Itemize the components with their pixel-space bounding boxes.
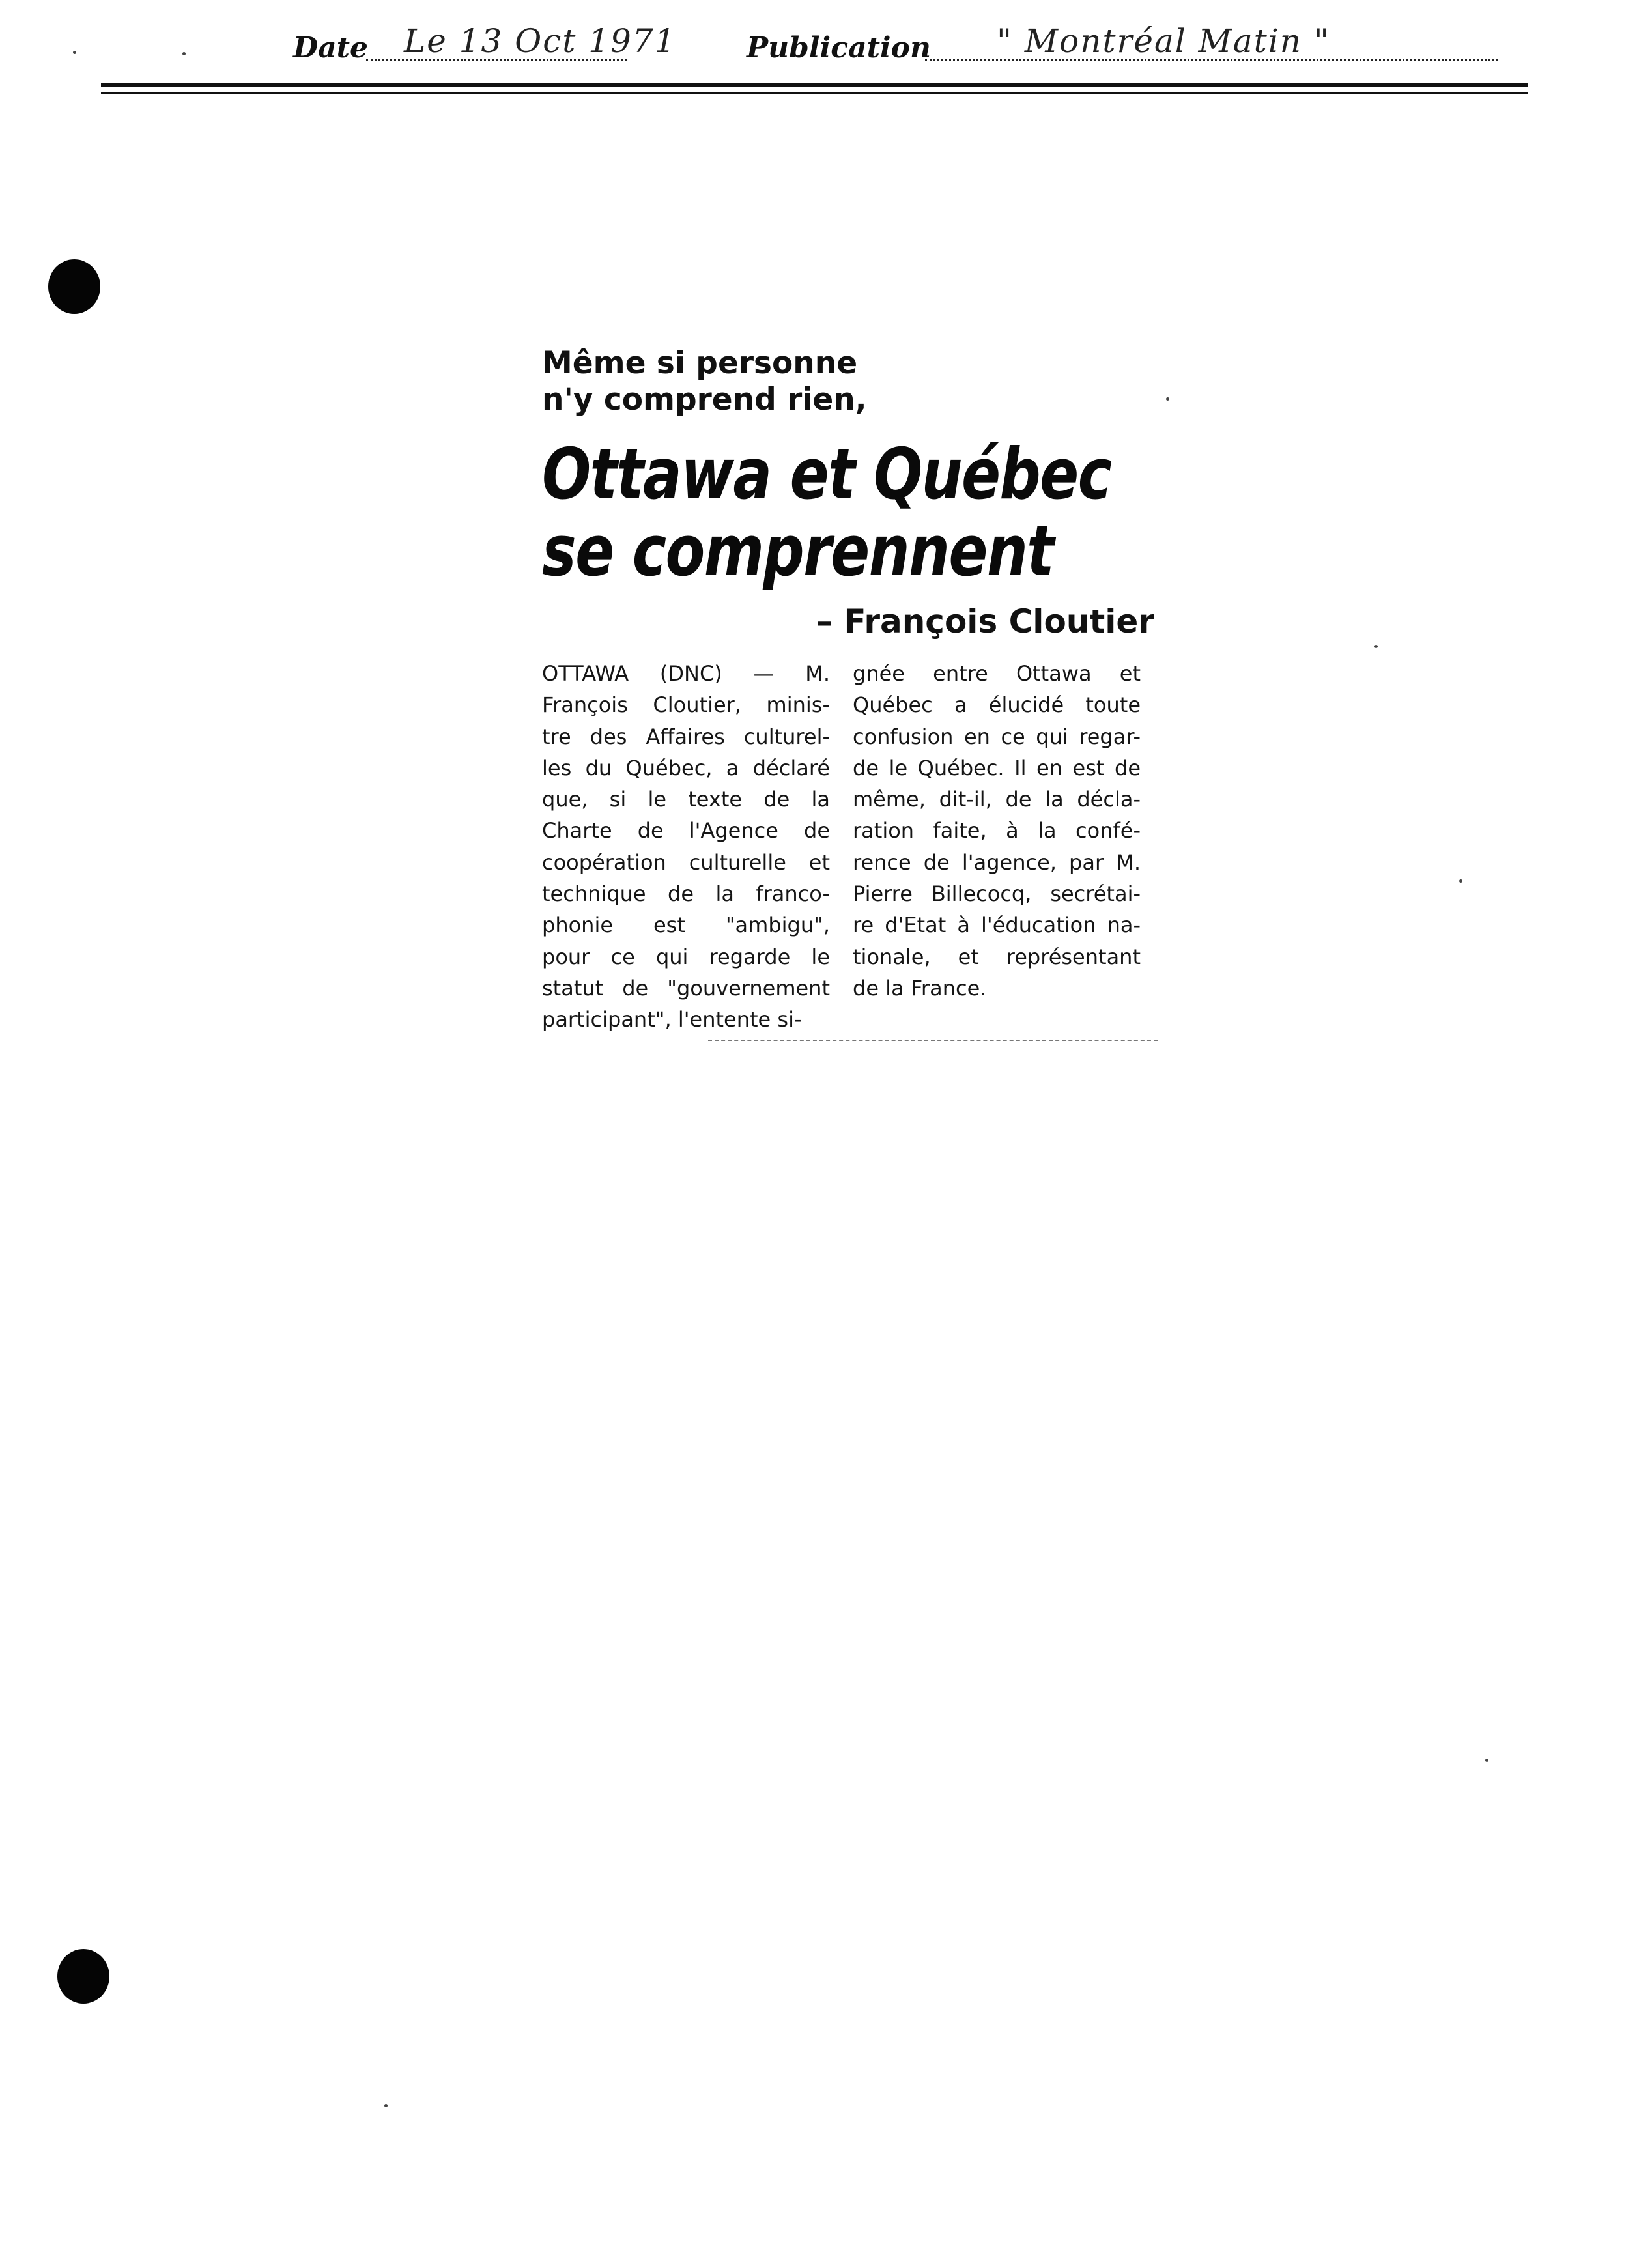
article-text-line: gnée entre Ottawa et bbox=[853, 661, 1141, 686]
article-text-line: tre des Affaires culturel- bbox=[542, 724, 830, 749]
header-rule-thick bbox=[101, 83, 1528, 87]
article-text-line: ration faite, à la confé- bbox=[853, 818, 1141, 844]
clipping-header bbox=[293, 22, 1531, 72]
article-text-line: rence de l'agence, par M. bbox=[853, 849, 1141, 875]
article-text-line: Pierre Billecocq, secrétai- bbox=[853, 881, 1141, 907]
article-text-line: François Cloutier, minis- bbox=[542, 692, 830, 718]
article-text-line: OTTAWA (DNC) — M. bbox=[542, 661, 830, 686]
date-label: Date bbox=[293, 31, 368, 64]
scan-speck bbox=[384, 2104, 388, 2107]
article-text-line: de la France. bbox=[853, 975, 987, 1001]
binder-hole-bottom bbox=[57, 1949, 109, 2004]
article-text-line: Québec a élucidé toute bbox=[853, 692, 1141, 718]
header-rule-thin bbox=[101, 92, 1528, 94]
article-end-rule bbox=[708, 1040, 1158, 1041]
article-byline: – François Cloutier bbox=[816, 603, 1154, 640]
publication-label: Publication bbox=[747, 31, 931, 64]
article-body bbox=[542, 658, 1154, 1049]
binder-hole-top bbox=[48, 259, 100, 314]
article-text-line: pour ce qui regarde le bbox=[542, 944, 830, 969]
news-article bbox=[542, 345, 1154, 1032]
article-text-line: phonie est "ambigu", bbox=[542, 913, 830, 938]
scan-speck bbox=[1374, 645, 1378, 648]
article-column-left bbox=[542, 658, 830, 1036]
article-kicker: Même si personne n'y comprend rien, bbox=[542, 345, 867, 418]
scan-speck bbox=[1459, 879, 1462, 883]
article-headline: Ottawa et Québec se comprennent bbox=[542, 434, 1111, 592]
scan-speck bbox=[73, 51, 76, 54]
article-text-line: tionale, et représentant bbox=[853, 944, 1141, 969]
scan-speck bbox=[182, 52, 186, 55]
scan-speck bbox=[1166, 397, 1169, 401]
article-text-line: statut de "gouvernement bbox=[542, 975, 830, 1001]
article-text-line: re d'Etat à l'éducation na- bbox=[853, 913, 1141, 938]
article-text-line: de le Québec. Il en est de bbox=[853, 755, 1141, 780]
article-text-line: que, si le texte de la bbox=[542, 787, 830, 812]
article-text-line: coopération culturelle et bbox=[542, 849, 830, 875]
article-text-line: technique de la franco- bbox=[542, 881, 830, 907]
article-text-line: participant", l'entente si- bbox=[542, 1007, 802, 1032]
scan-speck bbox=[1485, 1759, 1488, 1762]
article-text-line: les du Québec, a déclaré bbox=[542, 755, 830, 780]
article-column-right bbox=[853, 658, 1141, 1004]
article-text-line: confusion en ce qui regar- bbox=[853, 724, 1141, 749]
publication-handwritten: " Montréal Matin " bbox=[997, 22, 1330, 60]
article-text-line: Charte de l'Agence de bbox=[542, 818, 830, 844]
date-handwritten: Le 13 Oct 1971 bbox=[404, 22, 677, 60]
article-text-line: même, dit-il, de la décla- bbox=[853, 787, 1141, 812]
